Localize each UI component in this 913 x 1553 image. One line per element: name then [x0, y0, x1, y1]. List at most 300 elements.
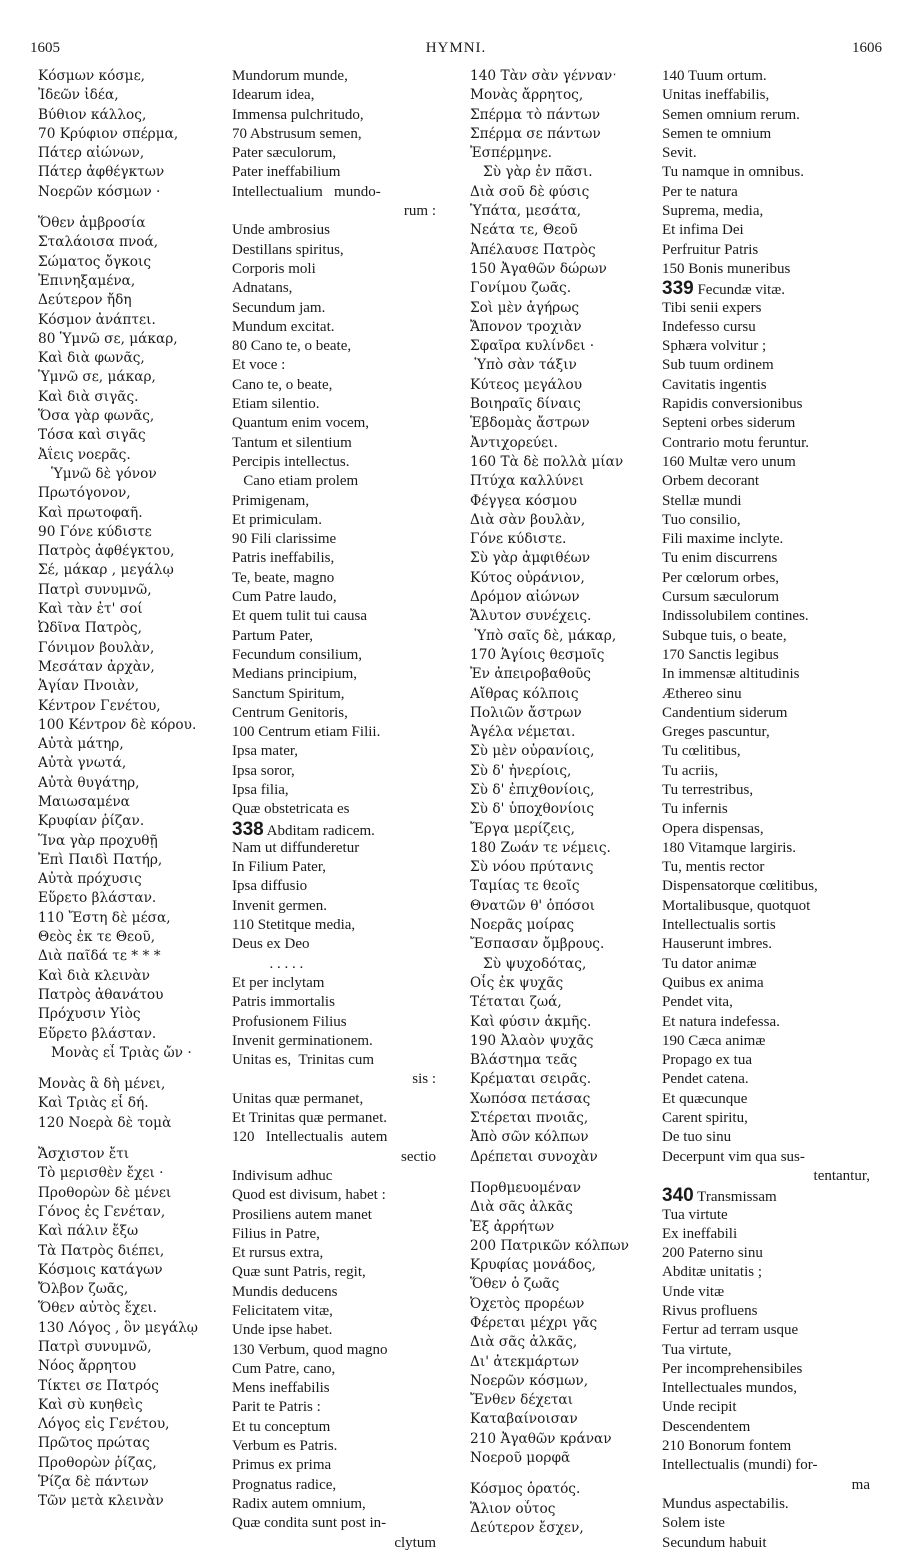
verse-line — [662, 163, 880, 182]
verse-line — [470, 221, 650, 240]
verse-line — [232, 569, 446, 588]
verse-text: tentantur, — [813, 1167, 870, 1184]
verse-line — [662, 202, 880, 221]
verse-text: Δρόμον αἰώνων — [470, 589, 580, 606]
verse-line — [470, 665, 650, 684]
verse-line — [662, 1379, 880, 1398]
verse-line — [662, 1341, 880, 1360]
verse-line — [470, 800, 650, 819]
verse-line — [38, 793, 224, 812]
verse-line — [662, 1244, 880, 1263]
verse-text: 200 Πατρικῶν κόλπων — [470, 1237, 629, 1254]
verse-text: Profusionem Filius — [232, 1013, 347, 1030]
stanza-gap — [470, 1167, 650, 1179]
verse-text: Intellectualis (mundi) for- — [662, 1457, 818, 1474]
verse-line — [232, 685, 446, 704]
verse-text: Corporis moli — [232, 260, 316, 277]
verse-line — [470, 1148, 650, 1167]
verse-line — [662, 86, 880, 105]
verse-text: Καὶ Τριὰς εἶ δή. — [38, 1095, 149, 1112]
verse-text: Ἁγίαν Πνοιὰν, — [38, 678, 140, 695]
verse-text: Δεύτερον ἤδη — [38, 292, 132, 309]
verse-text: Γόνος ἐς Γενέταν, — [38, 1203, 166, 1220]
verse-text: Στέρεται πνοιᾶς, — [470, 1110, 589, 1127]
verse-text: Ὄλβον ζωᾶς, — [38, 1281, 129, 1298]
verse-line — [470, 1256, 650, 1275]
verse-text: Destillans spiritus, — [232, 241, 344, 258]
verse-text: Αὐτὰ πρόχυσις — [38, 871, 142, 888]
verse-line — [38, 1222, 224, 1241]
verse-line — [38, 677, 224, 696]
verse-line — [470, 781, 650, 800]
verse-text: Ἀΐεις νοερᾶς. — [38, 446, 131, 463]
verse-line — [662, 1495, 880, 1514]
verse-text: Et Trinitas quæ permanet. — [232, 1110, 387, 1127]
verse-text: Ὅθεν ὁ ζωᾶς — [470, 1276, 560, 1293]
verse-line — [470, 916, 650, 935]
verse-text: Προθορὼν δὲ μένει — [38, 1184, 172, 1201]
verse-text: 150 Ἀγαθῶν δώρων — [470, 260, 607, 277]
verse-text: Rivus profluens — [662, 1303, 758, 1319]
verse-text: Δρέπεται συνοχὰν — [470, 1148, 598, 1165]
verse-line — [662, 376, 880, 395]
verse-text: 120 Νοερὰ δὲ τομὰ — [38, 1114, 172, 1131]
verse-line — [662, 260, 880, 279]
verse-line — [662, 820, 880, 839]
verse-text: Εὕρετο βλάσταν. — [38, 890, 157, 907]
verse-line — [470, 279, 650, 298]
verse-text: Ὠδῖνα Πατρὸς, — [38, 620, 142, 637]
verse-text: sis : — [412, 1071, 436, 1088]
verse-line — [662, 1186, 880, 1205]
verse-text: Μεσάταν ἀρχὰν, — [38, 658, 155, 675]
verse-line — [662, 67, 880, 86]
section-number: 339 — [662, 279, 694, 299]
verse-text: Σὺ δ' ἠνερίοις, — [470, 762, 572, 779]
verse-line — [662, 665, 880, 684]
verse-line — [470, 877, 650, 896]
verse-text: Ipsa filia, — [232, 781, 289, 798]
verse-text: Fecundæ vitæ. — [693, 282, 785, 299]
section-number: 338 — [232, 819, 264, 839]
verse-text: Ὅθεν αὐτὸς ἔχει. — [38, 1300, 158, 1317]
verse-line — [38, 523, 224, 542]
verse-text: Tua virtute, — [662, 1341, 732, 1358]
verse-line — [232, 897, 446, 916]
verse-line — [232, 646, 446, 665]
verse-text: 130 Λόγος , ὃν μεγάλῳ — [38, 1319, 198, 1336]
verse-text: Εὕρετο βλάσταν. — [38, 1025, 157, 1042]
verse-line — [470, 337, 650, 356]
verse-text: Filius in Patre, — [232, 1225, 320, 1242]
verse-line — [38, 967, 224, 986]
verse-text: Διὰ σᾶς ἀλκᾶς, — [470, 1334, 578, 1351]
verse-line — [232, 1495, 446, 1514]
verse-line — [232, 511, 446, 530]
verse-line — [232, 492, 446, 511]
verse-line — [662, 279, 880, 298]
verse-line — [232, 1128, 446, 1147]
verse-line — [470, 627, 650, 646]
verse-line — [38, 1261, 224, 1280]
verse-line — [232, 607, 446, 626]
verse-text: Προθορὼν ῥίζας, — [38, 1454, 157, 1471]
verse-line — [470, 1410, 650, 1429]
verse-text: Σπέρμα τὸ πάντων — [470, 106, 601, 123]
verse-line — [232, 1206, 446, 1225]
verse-text: Οἷς ἐκ ψυχᾶς — [470, 974, 564, 991]
verse-text: Cum Patre laudo, — [232, 589, 337, 606]
verse-text: Καὶ διὰ κλεινὰν — [38, 967, 150, 984]
verse-line — [38, 504, 224, 523]
verse-line — [662, 106, 880, 125]
verse-line — [470, 974, 650, 993]
verse-line — [232, 376, 446, 395]
verse-line — [470, 646, 650, 665]
verse-line — [662, 974, 880, 993]
verse-text: Et infima Dei — [662, 222, 744, 239]
verse-line — [232, 202, 446, 221]
verse-text: rum : — [403, 203, 436, 220]
verse-text: Quibus ex anima — [662, 974, 764, 991]
verse-text: Ἔνθεν δέχεται — [470, 1392, 574, 1409]
verse-text: Κύτος οὐράνιον, — [470, 569, 585, 586]
verse-line — [662, 221, 880, 240]
verse-text: Mundum excitat. — [232, 318, 335, 335]
verse-text: Idearum idea, — [232, 87, 315, 104]
page-header — [30, 40, 882, 64]
verse-line — [470, 549, 650, 568]
verse-line — [662, 337, 880, 356]
verse-line — [232, 588, 446, 607]
verse-text: 200 Paterno sinu — [662, 1245, 763, 1262]
verse-text: Νοερᾶς μοίρας — [470, 917, 575, 934]
verse-line — [232, 704, 446, 723]
verse-line — [662, 993, 880, 1012]
verse-line — [662, 800, 880, 819]
verse-line — [662, 356, 880, 375]
verse-text: Abditam radicem. — [263, 822, 375, 839]
verse-line — [662, 1167, 880, 1186]
verse-text: Unde ambrosius — [232, 222, 330, 239]
greek-column-right — [470, 67, 650, 1538]
verse-line — [38, 163, 224, 182]
verse-line — [662, 1206, 880, 1225]
verse-text: Ἄσχιστον ἔτι — [38, 1146, 130, 1163]
verse-text: Pendet catena. — [662, 1071, 749, 1088]
verse-line — [38, 144, 224, 163]
verse-line — [232, 356, 446, 375]
verse-text: Contrario motu feruntur. — [662, 434, 810, 451]
verse-text: In immensæ altitudinis — [662, 666, 800, 683]
verse-line — [38, 947, 224, 966]
verse-text: Ἐπινηξαμένα, — [38, 272, 136, 289]
verse-text: Σὺ γὰρ ἐν πᾶσι. — [470, 164, 593, 181]
verse-text: Nam ut diffunderetur — [232, 839, 360, 856]
verse-line — [38, 330, 224, 349]
verse-text: Rapidis conversionibus — [662, 396, 803, 413]
verse-line — [232, 1456, 446, 1475]
verse-line — [38, 1338, 224, 1357]
greek-column-left — [38, 67, 224, 1512]
verse-line — [232, 800, 446, 819]
verse-text: 160 Τὰ δὲ πολλὰ μίαν — [470, 453, 624, 470]
verse-line — [38, 851, 224, 870]
verse-line — [470, 511, 650, 530]
verse-line — [470, 742, 650, 761]
verse-text: Αἴθρας κόλποις — [470, 685, 579, 702]
verse-line — [470, 1032, 650, 1051]
verse-line — [38, 349, 224, 368]
verse-text: Adnatans, — [232, 280, 293, 297]
verse-text: Κόσμων κόσμε, — [38, 68, 146, 84]
verse-line — [232, 877, 446, 896]
verse-text: Dispensatorque cœlitibus, — [662, 878, 818, 895]
verse-text: 70 Abstrusum semen, — [232, 125, 362, 142]
verse-line — [232, 1534, 446, 1553]
verse-text: Ῥίζα δὲ πάντων — [38, 1474, 149, 1491]
verse-line — [38, 272, 224, 291]
verse-text: Ἐπὶ Παιδὶ Πατήρ, — [38, 851, 163, 868]
verse-line — [662, 549, 880, 568]
verse-line — [232, 1167, 446, 1186]
verse-line — [662, 935, 880, 954]
verse-line — [662, 858, 880, 877]
verse-line — [470, 1295, 650, 1314]
verse-line — [662, 1128, 880, 1147]
verse-text: Unde ipse habet. — [232, 1322, 333, 1339]
verse-text: Greges pascuntur, — [662, 724, 770, 741]
verse-text: Intellectuales mundos, — [662, 1380, 797, 1397]
verse-text: Ἀπὸ σῶν κόλπων — [470, 1129, 589, 1146]
verse-text: Γονίμου ζωᾶς. — [470, 280, 572, 297]
verse-text: Καὶ σὺ κυηθεὶς — [38, 1396, 143, 1413]
verse-line — [38, 291, 224, 310]
verse-line — [662, 627, 880, 646]
verse-line — [232, 1379, 446, 1398]
verse-text: Πάτερ ἀφθέγκτων — [38, 164, 165, 181]
verse-text: 140 Τὰν σὰν γέννανˑ — [470, 68, 617, 84]
verse-line — [232, 820, 446, 839]
verse-line — [662, 1051, 880, 1070]
verse-line — [470, 858, 650, 877]
verse-text: Et quæcunque — [662, 1090, 748, 1107]
verse-text: Κύτεος μεγάλου — [470, 376, 583, 393]
verse-text: Πολιῶν ἄστρων — [470, 704, 582, 721]
verse-line — [232, 318, 446, 337]
verse-text: Τὸ μερισθὲν ἔχει · — [38, 1165, 164, 1182]
verse-text: Intellectualis sortis — [662, 917, 776, 934]
verse-text: Fecundum consilium, — [232, 646, 362, 663]
verse-line — [232, 472, 446, 491]
verse-text: Partum Pater, — [232, 627, 314, 644]
verse-line — [38, 183, 224, 202]
verse-line — [38, 697, 224, 716]
verse-line — [38, 253, 224, 272]
stanza-gap — [38, 1063, 224, 1075]
verse-line — [38, 86, 224, 105]
verse-text: Cano etiam prolem — [232, 473, 359, 490]
verse-line — [662, 685, 880, 704]
verse-text: Ipsa mater, — [232, 743, 299, 760]
verse-text: Θεὸς ἐκ τε Θεοῦ, — [38, 929, 156, 946]
verse-text: Tu infernis — [662, 801, 728, 818]
verse-text: Ὑπὸ σαῖς δὲ, μάκαρ, — [470, 627, 617, 644]
verse-text: Radix autem omnium, — [232, 1495, 366, 1512]
verse-text: Unde recipit — [662, 1399, 737, 1416]
verse-text: Τὰ Πατρὸς διέπει, — [38, 1242, 165, 1259]
verse-text: Σπέρμα σε πάντων — [470, 125, 601, 142]
verse-text: Candentium siderum — [662, 704, 788, 721]
verse-line — [662, 762, 880, 781]
verse-line — [232, 1090, 446, 1109]
verse-line — [470, 820, 650, 839]
verse-text: Κρυφίαν ῥίζαν. — [38, 813, 145, 830]
verse-line — [38, 581, 224, 600]
verse-text: Ὑπάτα, μεσάτα, — [470, 203, 582, 220]
verse-text: Καὶ διὰ φωνᾶς, — [38, 350, 145, 367]
verse-line — [470, 1198, 650, 1217]
verse-line — [38, 311, 224, 330]
verse-text: Et voce : — [232, 357, 286, 374]
verse-text: Ὑμνῶ σε, μάκαρ, — [38, 369, 156, 386]
verse-text: Felicitatem vitæ, — [232, 1303, 333, 1319]
verse-line — [232, 955, 446, 974]
verse-text: Patris ineffabilis, — [232, 550, 335, 567]
verse-line — [470, 1500, 650, 1519]
verse-text: Μονὰς ἃ δὴ μένει, — [38, 1076, 166, 1093]
verse-line — [38, 542, 224, 561]
verse-line — [470, 202, 650, 221]
verse-line — [662, 1437, 880, 1456]
verse-text: Opera dispensas, — [662, 820, 764, 837]
verse-text: Per incomprehensibiles — [662, 1360, 803, 1377]
verse-text: Indivisum adhuc — [232, 1167, 333, 1184]
verse-text: Quantum enim vocem, — [232, 415, 370, 432]
verse-line — [232, 974, 446, 993]
verse-line — [38, 368, 224, 387]
verse-line — [38, 67, 224, 86]
verse-line — [470, 299, 650, 318]
verse-line — [232, 935, 446, 954]
verse-line — [38, 639, 224, 658]
verse-line — [662, 1476, 880, 1495]
verse-text: Μονὰς εἶ Τριὰς ὤν · — [38, 1044, 192, 1061]
verse-text: Descendentem — [662, 1418, 751, 1435]
verse-line — [232, 163, 446, 182]
verse-line — [470, 318, 650, 337]
verse-line — [470, 472, 650, 491]
verse-text: Et per inclytam — [232, 974, 325, 991]
verse-text: Ὑπὸ σὰν τάξιν — [470, 357, 577, 374]
verse-line — [232, 1013, 446, 1032]
verse-text: Αὐτὰ γνωτά, — [38, 755, 127, 772]
verse-text: Βοιηραῖς δίναις — [470, 396, 581, 413]
verse-line — [232, 1109, 446, 1128]
verse-line — [470, 762, 650, 781]
verse-line — [470, 1480, 650, 1499]
verse-line — [662, 1418, 880, 1437]
verse-line — [232, 916, 446, 935]
verse-line — [470, 376, 650, 395]
verse-text: 80 Cano te, o beate, — [232, 338, 352, 355]
page-number-right: 1606 — [852, 40, 882, 56]
verse-text: 90 Γόνε κύδιστε — [38, 523, 152, 540]
verse-text: 100 Κέντρον δὲ κόρου. — [38, 716, 197, 733]
verse-text: Carent spiritu, — [662, 1110, 748, 1127]
verse-text: 110 Ἔστη δὲ μέσα, — [38, 909, 171, 926]
verse-text: Αὐτὰ μάτηρ, — [38, 736, 124, 753]
verse-text: Ἄπονον τροχιὰν — [470, 318, 582, 335]
verse-line — [38, 1280, 224, 1299]
verse-line — [38, 1242, 224, 1261]
verse-text: Subque tuis, o beate, — [662, 627, 787, 644]
verse-text: Αὐτὰ θυγάτηρ, — [38, 774, 140, 791]
verse-line — [38, 484, 224, 503]
verse-text: Σφαῖρα κυλίνδει · — [470, 338, 595, 355]
section-number: 340 — [662, 1186, 694, 1206]
verse-line — [662, 569, 880, 588]
verse-line — [470, 414, 650, 433]
verse-line — [470, 67, 650, 86]
verse-line — [38, 1492, 224, 1511]
verse-text: 110 Stetitque media, — [232, 917, 356, 934]
verse-line — [470, 183, 650, 202]
verse-line — [232, 125, 446, 144]
latin-column-right — [662, 67, 880, 1553]
verse-line — [232, 1070, 446, 1089]
verse-text: Διὰ σὰν βουλὰν, — [470, 511, 586, 528]
verse-line — [38, 1299, 224, 1318]
verse-text: Βύθιον κάλλος, — [38, 106, 147, 123]
verse-line — [232, 106, 446, 125]
verse-line — [662, 916, 880, 935]
verse-line — [662, 1263, 880, 1282]
verse-line — [38, 1434, 224, 1453]
verse-text: Unitas quæ permanet, — [232, 1090, 364, 1107]
verse-text: Κόσμος ὁρατός. — [470, 1481, 581, 1498]
verse-line — [38, 832, 224, 851]
verse-line — [232, 742, 446, 761]
verse-text: Pater ineffabilium — [232, 164, 341, 181]
verse-text: Διὰ παῖδά τε * * * — [38, 948, 161, 965]
verse-text: Σὺ γὰρ ἀμφιθέων — [470, 550, 591, 567]
verse-line — [662, 144, 880, 163]
verse-text: Ὀχετὸς προρέων — [470, 1295, 585, 1312]
verse-text: Tantum et silentium — [232, 434, 352, 451]
verse-line — [470, 1013, 650, 1032]
verse-line — [662, 742, 880, 761]
verse-line — [662, 646, 880, 665]
verse-line — [38, 465, 224, 484]
verse-line — [232, 762, 446, 781]
verse-line — [232, 1225, 446, 1244]
verse-text: Γόνε κύδιστε. — [470, 531, 567, 548]
verse-line — [470, 1314, 650, 1333]
verse-line — [38, 658, 224, 677]
verse-text: In Filium Pater, — [232, 859, 326, 876]
verse-text: Quod est divisum, habet : — [232, 1187, 386, 1204]
verse-line — [662, 723, 880, 742]
verse-line — [38, 233, 224, 252]
verse-line — [470, 453, 650, 472]
verse-text: Ἐσπέρμηνε. — [470, 145, 553, 162]
verse-line — [38, 774, 224, 793]
verse-line — [38, 1025, 224, 1044]
verse-line — [232, 221, 446, 240]
verse-line — [232, 260, 446, 279]
verse-line — [38, 986, 224, 1005]
